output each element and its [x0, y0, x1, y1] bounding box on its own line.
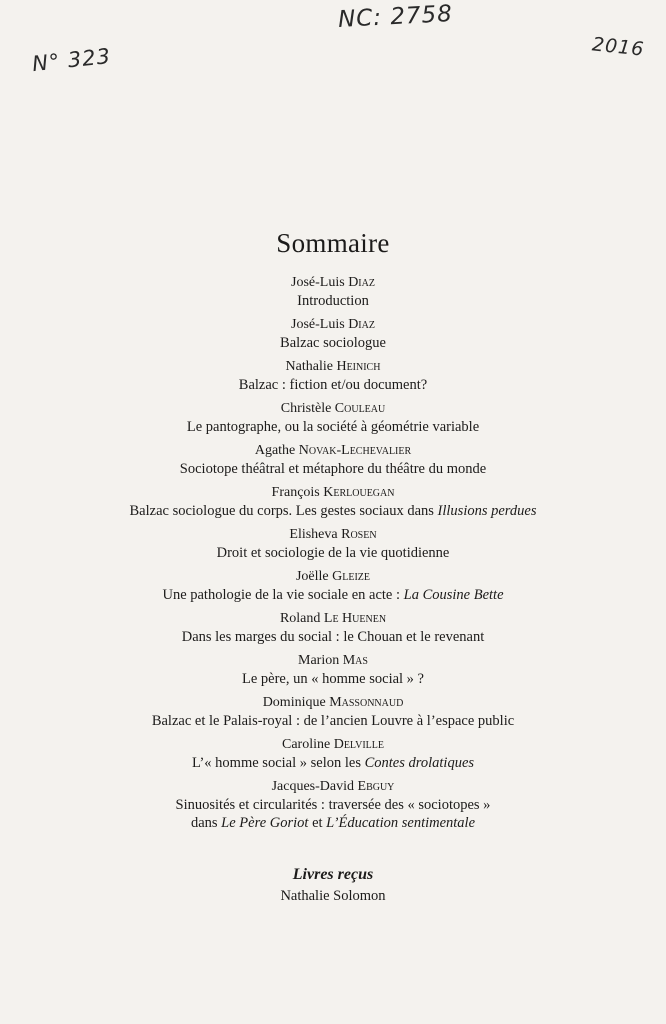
toc-entry: [0, 442, 666, 478]
toc-entry: [0, 694, 666, 730]
toc-entry-title: [0, 502, 666, 520]
handwritten-nc-annotation: NC: 2758: [337, 1, 454, 33]
toc-entry-title: [0, 292, 666, 310]
toc-entry: [0, 778, 666, 832]
toc-entry-title: [0, 628, 666, 646]
toc-entry-title: [0, 796, 666, 814]
author-last-name: Rosen: [341, 527, 377, 542]
author-last-name: Massonnaud: [329, 695, 404, 710]
work-title-text: Le père, un « homme social » ?: [242, 671, 424, 687]
work-title-text: Droit et sociologie de la vie quotidienne: [216, 545, 450, 561]
work-title-text: Balzac : fiction et/ou document?: [238, 377, 428, 393]
toc-entry: [0, 358, 666, 394]
toc-entry: [0, 400, 666, 436]
toc-entry-title: [0, 460, 666, 478]
toc-entry-author: [0, 316, 666, 334]
author-last-name: Couleau: [334, 401, 386, 416]
toc-entry-author: [0, 484, 666, 502]
work-title-italic: Illusions perdues: [437, 503, 537, 519]
toc-entry: [0, 568, 666, 604]
toc-entry-author: [0, 736, 666, 754]
toc-entry: [0, 274, 666, 310]
work-title-italic: Le Père Goriot: [221, 815, 309, 831]
toc-entry-title: [0, 544, 666, 562]
author-last-name: Mas: [342, 653, 368, 668]
author-first-name: François: [271, 485, 324, 500]
author-first-name: Dominique: [262, 695, 330, 710]
work-title-italic: L’Éducation sentimentale: [326, 815, 476, 831]
toc-entry-title: [0, 334, 666, 352]
author-first-name: Christèle: [280, 401, 335, 416]
work-title-text: Dans les marges du social : le Chouan et le revenant: [181, 629, 485, 645]
author-first-name: Marion: [298, 653, 343, 668]
toc-entry-author: [0, 400, 666, 418]
author-first-name: José-Luis: [291, 275, 349, 290]
author-first-name: Caroline: [281, 737, 334, 752]
work-title-text: Introduction: [297, 293, 369, 309]
author-last-name: Delville: [333, 737, 384, 752]
author-first-name: Nathalie: [285, 359, 337, 374]
toc-entry-title: [0, 418, 666, 436]
handwritten-number-annotation: N° 323: [30, 43, 113, 77]
toc-entry-title: [0, 670, 666, 688]
books-received-heading: Livres reçus: [292, 866, 374, 883]
work-title-text: Le pantographe, ou la société à géométrie variable: [186, 419, 480, 435]
toc-entry-author: [0, 526, 666, 544]
toc-entry-author: [0, 568, 666, 586]
toc-entry: [0, 526, 666, 562]
author-last-name: Ebguy: [357, 779, 395, 794]
toc-entry: [0, 736, 666, 772]
work-title-text: dans: [190, 815, 222, 831]
work-title-text: L’« homme social » selon les: [191, 755, 365, 771]
toc-entry-author: [0, 442, 666, 460]
work-title-text: et: [308, 815, 327, 831]
work-title-italic: La Cousine Bette: [403, 587, 504, 603]
author-first-name: Agathe: [254, 443, 299, 458]
author-last-name: Diaz: [348, 317, 375, 332]
author-first-name: Joëlle: [295, 569, 333, 584]
toc-entry-author: [0, 274, 666, 292]
toc-entry-title-line2: [0, 814, 666, 832]
toc-entry-title: [0, 754, 666, 772]
handwritten-year-annotation: 2016: [590, 33, 646, 61]
toc-entry: [0, 484, 666, 520]
toc-entry-author: [0, 358, 666, 376]
work-title-italic: Contes drolatiques: [364, 755, 475, 771]
table-of-contents: [0, 274, 666, 838]
toc-entry-author: [0, 610, 666, 628]
toc-entry-title: [0, 586, 666, 604]
toc-entry-author: [0, 694, 666, 712]
toc-entry-title: [0, 712, 666, 730]
author-first-name: Jacques-David: [271, 779, 358, 794]
toc-entry: [0, 610, 666, 646]
work-title-text: Sinuosités et circularités : traversée des « sociotopes »: [175, 797, 491, 813]
work-title-text: Balzac sociologue: [280, 335, 386, 351]
author-last-name: Le Huenen: [323, 611, 387, 626]
author-first-name: Elisheva: [289, 527, 342, 542]
toc-entry-author: [0, 652, 666, 670]
author-last-name: Diaz: [348, 275, 375, 290]
toc-entry-title: [0, 376, 666, 394]
work-title-text: Une pathologie de la vie sociale en acte :: [162, 587, 404, 603]
work-title-text: Balzac sociologue du corps. Les gestes sociaux dans: [129, 503, 438, 519]
author-last-name: Gleize: [332, 569, 371, 584]
toc-entry-author: [0, 778, 666, 796]
author-first-name: Roland: [279, 611, 324, 626]
author-first-name: José-Luis: [291, 317, 349, 332]
work-title-text: Sociotope théâtral et métaphore du théâtre du monde: [179, 461, 487, 477]
toc-entry: [0, 316, 666, 352]
author-last-name: Novak-Lechevalier: [298, 443, 412, 458]
toc-entry: [0, 652, 666, 688]
author-last-name: Kerlouegan: [323, 485, 395, 500]
author-last-name: Heinich: [336, 359, 381, 374]
page-title: Sommaire: [276, 228, 390, 258]
work-title-text: Balzac et le Palais-royal : de l’ancien Louvre à l’espace public: [151, 713, 515, 729]
books-received-author: Nathalie Solomon: [280, 888, 386, 904]
